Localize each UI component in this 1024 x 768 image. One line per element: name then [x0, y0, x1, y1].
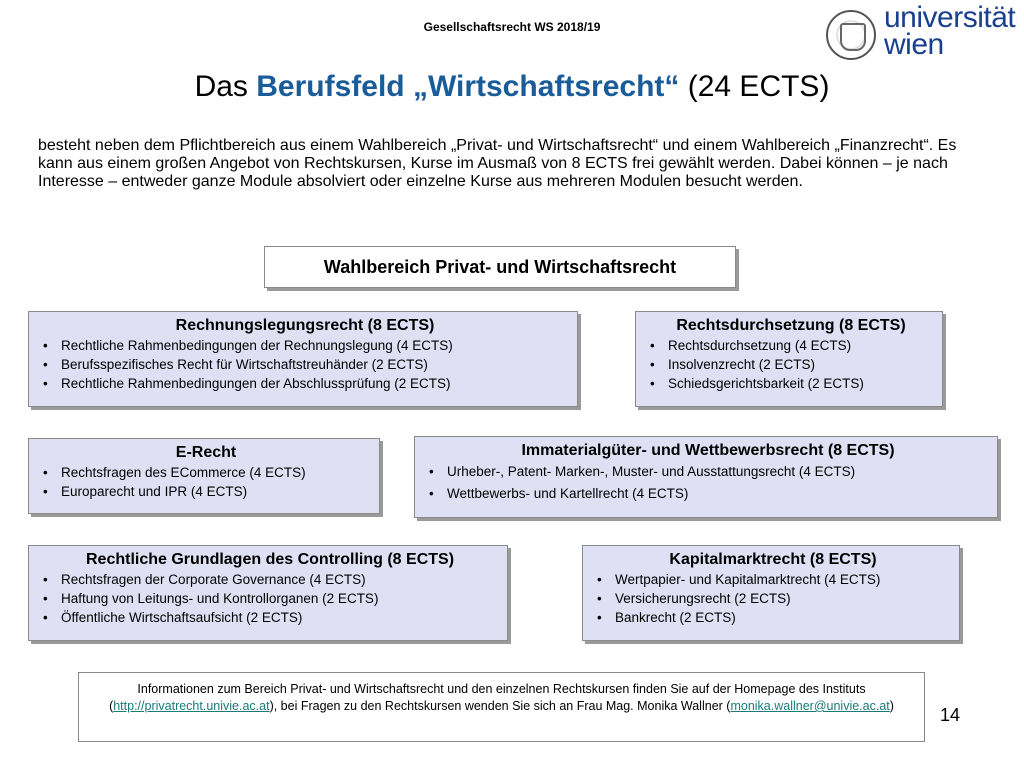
institute-homepage-link[interactable]: http://privatrecht.univie.ac.at: [113, 699, 270, 713]
module-title: Immaterialgüter- und Wettbewerbsrecht (8 ECTS): [521, 442, 895, 459]
module-card: [635, 311, 943, 407]
module-card: [414, 436, 998, 518]
title-accent: Berufsfeld „Wirtschaftsrecht“: [256, 70, 680, 103]
module-card: [28, 311, 578, 407]
university-logo: [826, 1, 1016, 66]
module-title: Rechtsdurchsetzung (8 ECTS): [676, 317, 906, 334]
module-item: • Wettbewerbs- und Kartellrecht (4 ECTS): [429, 483, 991, 505]
module-title: Rechtliche Grundlagen des Controlling (8 ECTS): [85, 551, 455, 568]
university-seal-icon: [826, 10, 876, 60]
module-card: [28, 545, 508, 641]
module-item: • Rechtsfragen der Corporate Governance (4 ECTS): [43, 570, 501, 589]
info-footer: Informationen zum Bereich Privat- und Wirtschaftsrecht und den einzelnen Rechtskursen finden Sie auf der Homepage des Instituts (http://privatrecht.univie.ac.at), bei Fragen zu den Rechtskursen wenden Sie sich an Frau Mag. Monika Wallner (monika.wallner@univie.ac.at): [78, 672, 925, 742]
intro-paragraph: besteht neben dem Pflichtbereich aus einem Wahlbereich „Privat- und Wirtschaftsrecht“ und einem Wahlbereich „Finanzrecht“. Es kann aus einem großen Angebot von Rechtskursen, Kurse im Ausmaß von 8 ECTS frei gewählt werden. Dabei können – je nach Interesse – entweder ganze Module absolviert oder einzelne Kurse aus mehreren Modulen besucht werden.: [38, 137, 957, 190]
module-card: [28, 438, 380, 514]
module-title: Kapitalmarktrecht (8 ECTS): [669, 551, 877, 568]
logo-wordmark: universität wien: [884, 1, 1016, 61]
module-item: • Versicherungsrecht (2 ECTS): [597, 589, 953, 608]
module-item: • Rechtsdurchsetzung (4 ECTS): [650, 336, 936, 355]
module-item: • Öffentliche Wirtschaftsaufsicht (2 ECTS): [43, 608, 501, 627]
page-title: Das Berufsfeld „Wirtschaftsrecht“ (24 ECTS): [194, 70, 830, 103]
module-item: • Haftung von Leitungs- und Kontrollorganen (2 ECTS): [43, 589, 501, 608]
page-number: 14: [940, 705, 961, 725]
module-item: • Wertpapier- und Kapitalmarktrecht (4 ECTS): [597, 570, 953, 589]
module-item: • Urheber-, Patent- Marken-, Muster- und Ausstattungsrecht (4 ECTS): [429, 461, 991, 483]
contact-email-link[interactable]: monika.wallner@univie.ac.at: [730, 699, 890, 713]
section-header: Wahlbereich Privat- und Wirtschaftsrecht: [264, 246, 736, 288]
module-item: • Bankrecht (2 ECTS): [597, 608, 953, 627]
module-item: • Rechtliche Rahmenbedingungen der Rechnungslegung (4 ECTS): [43, 336, 571, 355]
module-item: • Rechtsfragen des ECommerce (4 ECTS): [43, 463, 373, 482]
module-item: • Schiedsgerichtsbarkeit (2 ECTS): [650, 374, 936, 393]
module-item: • Europarecht und IPR (4 ECTS): [43, 482, 373, 501]
course-header: Gesellschaftsrecht WS 2018/19: [423, 20, 601, 34]
module-item: • Insolvenzrecht (2 ECTS): [650, 355, 936, 374]
module-title: Rechnungslegungsrecht (8 ECTS): [175, 317, 435, 334]
module-card: [582, 545, 960, 641]
module-title: E-Recht: [175, 444, 237, 461]
module-item: • Berufsspezifisches Recht für Wirtschaftstreuhänder (2 ECTS): [43, 355, 571, 374]
module-item: • Rechtliche Rahmenbedingungen der Abschlussprüfung (2 ECTS): [43, 374, 571, 393]
